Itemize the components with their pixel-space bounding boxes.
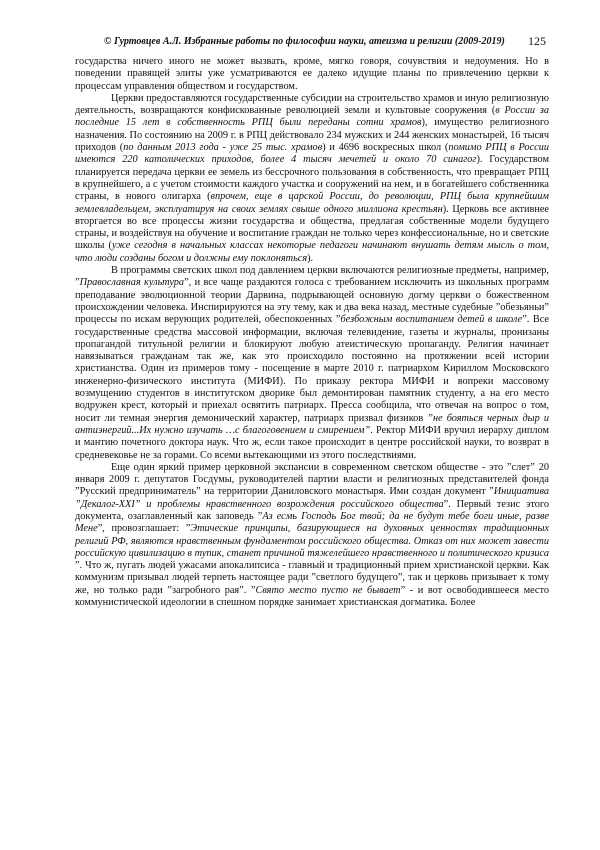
text-run: ). Церковь все активнее вторгается во все процессы жизни государства и общества, предлагая собственные модели будущего страны, и воздействуя на обучение и воспитание граждан не только через конфессиональные, но и светские школы ( [75,203,549,252]
text-run: ”. Все государственные средства массовой информации, включая телевидение, газеты и журналы, пронизаны пропагандой титульной религии и блокируют любую атеистическую пропаганду. Религия начинает навязываться гражданам так же, как это происходило постоянно на протяжении всей истории христианства. Один из примеров тому - посещение в марте 2010 г. патриархом Кириллом Московского инженерно-физического института (МИФИ). По приказу ректора МИФИ и вопреки массовому возмущению студентов в институтском дворике был демонтирован памятник студенту, а на его место водружен крест, который и приехал освятить патриарх. Пресса сообщила, что отвечая на вопрос о том, носит ли темная энергия демонический характер, патриарх призвал физиков [75,314,549,424]
italic-run: Православная культура [79,277,185,289]
italic-run: в России за последние 15 лет в собственность РПЦ были переданы сотни храмов [75,105,550,129]
italic-run: безбожным воспитанием детей в школе [340,314,523,326]
text-run: ”. Первый тезис этого документа, озаглавленный как заповедь ” [75,498,549,522]
italic-run: Инициатива ”Декалог-XXI” и проблемы нравственного возрождения российского общества [75,486,549,510]
paragraph-1 [75,56,549,93]
italic-run: по данным 2013 года - уже 25 тыс. храмов [123,142,323,154]
text-run: Церкви предоставляются государственные субсидии на строительство храмов и иную религиозную деятельность, возвращаются конфискованные революцией земли и культовые сооружения ( [75,92,549,117]
italic-run: Аз есмь Господь Бог твой; да не будут тебе боги иные, разве Мене [75,510,549,535]
body-text [75,56,549,609]
text-run: ”. Что ж, пугать людей ужасами апокалипсиса - главный и традиционный прием христианской церкви. Как коммунизм призывал людей терпеть настоящее ради ”светлого будущего”, так и церковь призывает к тому же, но только ради ”загробного рая”. ” [75,560,549,596]
italic-run: уже сегодня в начальных классах некоторые педагоги начинают внушать детям мысль о том, что люди созданы богом и должны ему поклоняться [75,240,550,264]
paragraph-2 [75,93,549,265]
italic-run: впрочем, еще в царской России, до революции, РПЦ была крупнейшим землевладельцем, эксплуатируя на своих землях свыше одного миллиона крестьян [75,191,549,215]
text-run: ” - и вот освободившееся место коммунистической идеологии в спешном порядке занимает христианская догматика. Более [75,584,549,609]
italic-run: помимо РПЦ в России имеются 220 католических приходов, более 4 тысяч мечетей и около 70 синагог [75,142,550,166]
page-number: 125 [528,34,546,48]
running-header [70,34,546,52]
italic-run: Этические принципы, базирующиеся на духовных ценностях традиционных религий РФ, являются нравственным фундаментом российского общества. Отказ от них может завести российскую цивилизацию в тупик, станет причиной тяжелейшего нравственного и политического кризиса [75,523,549,559]
text-run: ) и 4696 воскресных школ ( [322,142,449,154]
text-run: ). Государством планируется передача церкви ее земель из бессрочного пользования в собственность, что превращает РПЦ в крупнейшего, а с учетом стоимости каждого участка и сооружений на нем, и в богатейшего собственника страны, в нового олигарха ( [75,154,549,203]
text-run: ), имущество религиозного назначения. По состоянию на 2009 г. в РПЦ действовало 234 мужских и 244 женских монастырей, 16 тысяч приходов ( [75,117,549,154]
italic-run: Свято место пусто не бывает [255,584,401,596]
paragraph-4 [75,462,549,610]
text-run: Еще один яркий пример церковной экспансии в современном светском обществе - это ”слет” 20 января 2009 г. депутатов Госдумы, руководителей партии власти и религиозных представителей фонда ”Русский предприниматель” на территории Даниловского монастыря. Ими создан документ ” [75,461,549,498]
text-run: . Ректор МИФИ вручил иерарху диплом и мантию почетного доктора наук. Что ж, если такое происходит в центре российской науки, то возврат в средневековье не за горами. Со всеми вытекающими из этого последствиями. [75,424,549,461]
text-run: ”, провозглашает: ” [97,523,191,535]
text-run: ). [307,252,314,264]
text-run: ”, и все чаще раздаются голоса с требованием исключить из школьных программ преподавание эволюционной теории Дарвина, подрывающей основную догму церкви о божественном происхождении человека. Инспирируются на эту тему, как и два века назад, местные судебные ”обезьяньи” процессы по искам верующих родителей, обеспокоенных ” [75,277,549,326]
text-run: государства ничего иного не может вызвать, кроме, мягко говоря, сочувствия и недоумения. Но в поведении правящей элиты уже усматриваются ее далеко идущие планы по привлечению церкви к процессам управления обществом и государством. [75,56,549,92]
italic-run: ”не бояться черных дыр и антиэнергий...Их нужно изучать …с благоговением и смирением” [75,412,549,436]
paragraph-3 [75,265,549,462]
text-run: В программы светских школ под давлением церкви включаются религиозные предметы, например, ” [75,265,549,289]
header-title: © Гуртовцев А.Л. Избранные работы по философии науки, атеизма и религии (2009-2019) [104,36,505,47]
